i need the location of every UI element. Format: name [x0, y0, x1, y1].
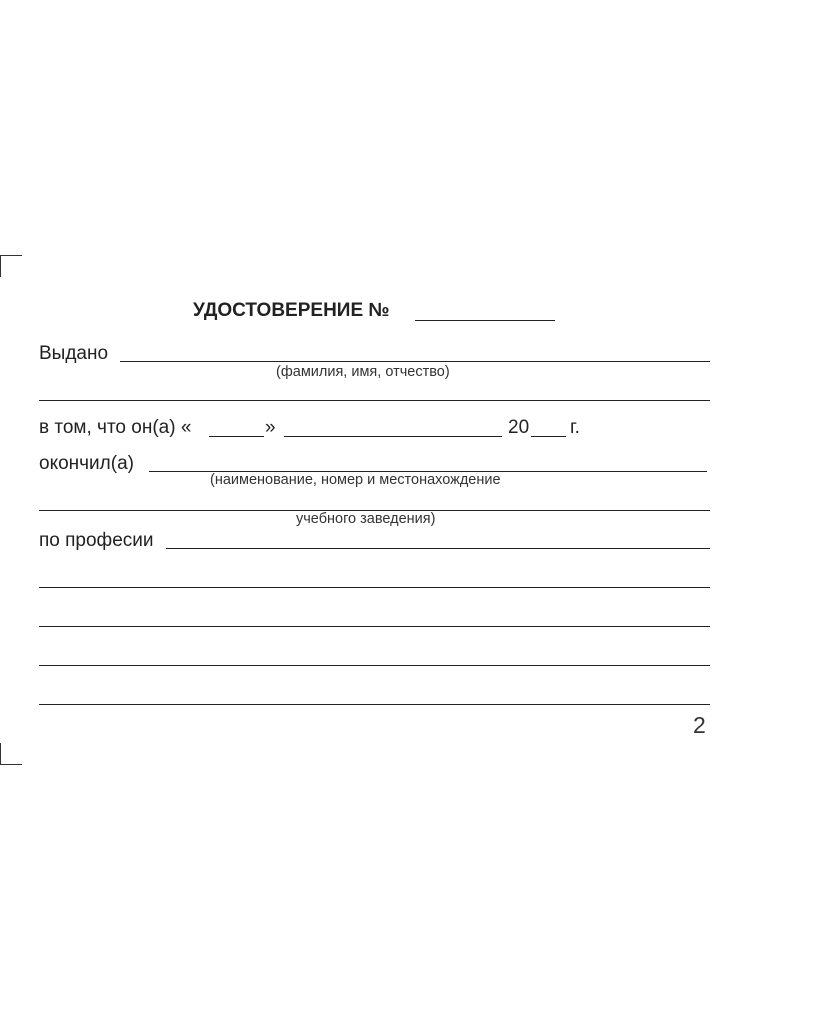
date-close-quote: » — [265, 417, 276, 438]
crop-mark-top-vertical — [0, 255, 1, 277]
date-month-field[interactable] — [284, 436, 502, 437]
institution-caption-line2: учебного заведения) — [296, 511, 436, 527]
institution-caption-line1: (наименование, номер и местонахождение — [210, 472, 501, 488]
year-prefix: 20 — [508, 417, 530, 438]
issued-label: Выдано — [39, 343, 109, 364]
blank-line-3[interactable] — [39, 665, 710, 666]
blank-line-2[interactable] — [39, 626, 710, 627]
issued-name-field-continuation[interactable] — [39, 400, 710, 401]
graduated-label: окончил(а) — [39, 453, 134, 474]
page-number: 2 — [693, 712, 706, 738]
date-year-field[interactable] — [531, 436, 566, 437]
certificate-number-field[interactable] — [415, 320, 555, 321]
issued-name-field[interactable] — [120, 361, 710, 362]
crop-mark-bottom-vertical — [0, 743, 1, 765]
crop-mark-bottom-horizontal — [0, 764, 22, 765]
crop-mark-top-horizontal — [0, 255, 22, 256]
certificate-title: УДОСТОВЕРЕНИЕ № — [193, 300, 390, 321]
date-prefix: в том, что он(а) « — [39, 417, 192, 438]
year-suffix: г. — [570, 417, 580, 438]
blank-line-4[interactable] — [39, 704, 710, 705]
profession-field[interactable] — [166, 548, 710, 549]
issued-caption: (фамилия, имя, отчество) — [276, 364, 450, 380]
date-day-field[interactable] — [209, 436, 264, 437]
profession-label: по професии — [39, 530, 154, 551]
blank-line-1[interactable] — [39, 587, 710, 588]
